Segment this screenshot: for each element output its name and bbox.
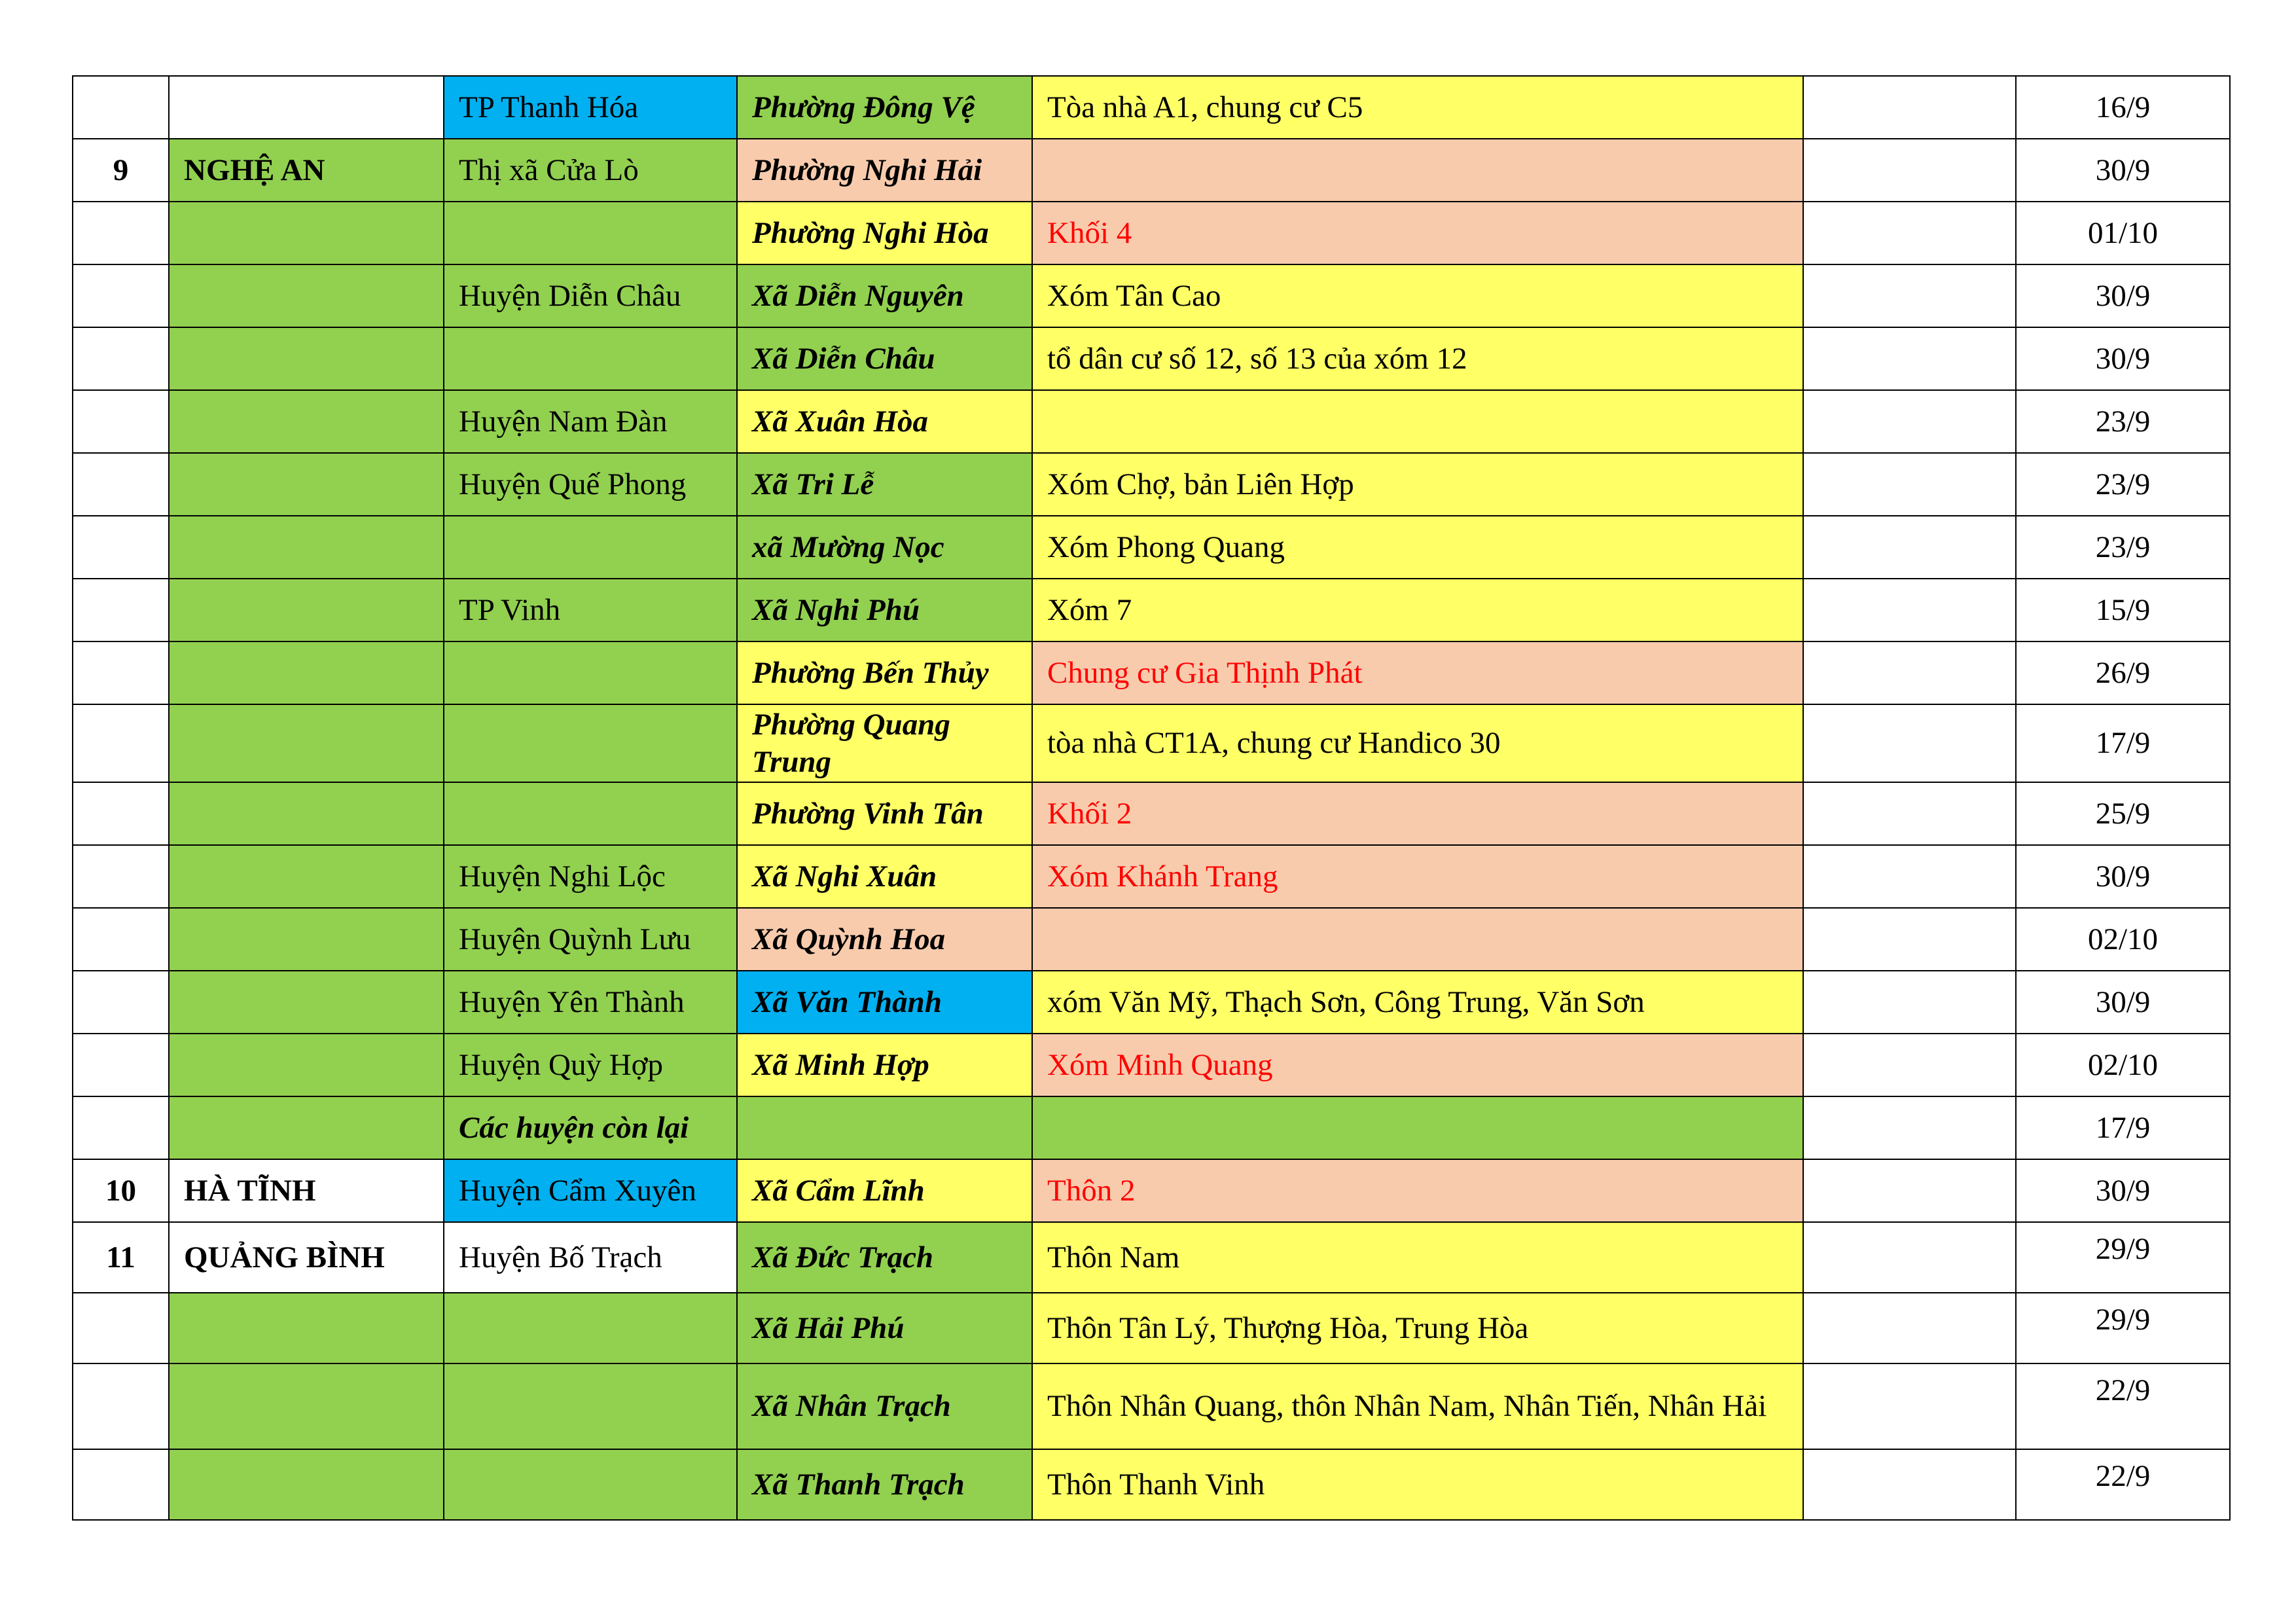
commune-cell: Phường Vinh Tân (737, 782, 1032, 845)
commune-cell: Phường Bến Thủy (737, 641, 1032, 704)
commune-cell: Phường Quang Trung (737, 704, 1032, 782)
district-cell (444, 1363, 737, 1449)
commune-cell: Xã Diễn Nguyên (737, 264, 1032, 327)
commune-cell: Xã Hải Phú (737, 1293, 1032, 1363)
area-cell: Xóm Khánh Trang (1032, 845, 1803, 908)
commune-cell: Xã Tri Lễ (737, 453, 1032, 516)
area-cell (1032, 139, 1803, 202)
province-cell (169, 971, 444, 1034)
province-cell (169, 1034, 444, 1096)
date-cell: 22/9 (2016, 1363, 2230, 1449)
stt-cell: 11 (73, 1222, 169, 1293)
area-cell: tổ dân cư số 12, số 13 của xóm 12 (1032, 327, 1803, 390)
blank-cell (1803, 782, 2016, 845)
district-cell: Huyện Diễn Châu (444, 264, 737, 327)
district-cell (444, 1449, 737, 1520)
area-cell: Tòa nhà A1, chung cư C5 (1032, 76, 1803, 139)
area-cell: Xóm Minh Quang (1032, 1034, 1803, 1096)
stt-cell (73, 704, 169, 782)
commune-cell: Xã Cẩm Lĩnh (737, 1159, 1032, 1222)
district-cell: Huyện Bố Trạch (444, 1222, 737, 1293)
stt-cell: 10 (73, 1159, 169, 1222)
table-row (73, 453, 2230, 516)
date-cell: 26/9 (2016, 641, 2230, 704)
commune-cell: Xã Xuân Hòa (737, 390, 1032, 453)
blank-cell (1803, 1293, 2016, 1363)
table-row (73, 1449, 2230, 1520)
table-row (73, 1034, 2230, 1096)
stt-cell (73, 327, 169, 390)
blank-cell (1803, 704, 2016, 782)
date-cell: 30/9 (2016, 139, 2230, 202)
blank-cell (1803, 641, 2016, 704)
table-row (73, 971, 2230, 1034)
area-cell: tòa nhà CT1A, chung cư Handico 30 (1032, 704, 1803, 782)
table-row (73, 845, 2230, 908)
table-row (73, 76, 2230, 139)
blank-cell (1803, 1034, 2016, 1096)
date-cell: 23/9 (2016, 516, 2230, 579)
district-cell (444, 641, 737, 704)
stt-cell (73, 1096, 169, 1159)
date-cell: 01/10 (2016, 202, 2230, 264)
commune-cell: Xã Diễn Châu (737, 327, 1032, 390)
commune-cell: Xã Quỳnh Hoa (737, 908, 1032, 971)
commune-cell: Xã Đức Trạch (737, 1222, 1032, 1293)
province-cell (169, 516, 444, 579)
stt-cell (73, 1363, 169, 1449)
commune-cell: Xã Nghi Xuân (737, 845, 1032, 908)
commune-cell (737, 1096, 1032, 1159)
area-cell: Xóm Chợ, bản Liên Hợp (1032, 453, 1803, 516)
province-cell: QUẢNG BÌNH (169, 1222, 444, 1293)
blank-cell (1803, 264, 2016, 327)
area-cell: Khối 4 (1032, 202, 1803, 264)
area-cell: Xóm 7 (1032, 579, 1803, 641)
table-row (73, 1159, 2230, 1222)
commune-cell: Xã Nhân Trạch (737, 1363, 1032, 1449)
province-cell (169, 1293, 444, 1363)
district-cell: TP Vinh (444, 579, 737, 641)
blank-cell (1803, 908, 2016, 971)
blank-cell (1803, 1222, 2016, 1293)
area-cell: Thôn 2 (1032, 1159, 1803, 1222)
commune-cell: xã Mường Nọc (737, 516, 1032, 579)
commune-cell: Xã Nghi Phú (737, 579, 1032, 641)
stt-cell (73, 1449, 169, 1520)
blank-cell (1803, 1363, 2016, 1449)
area-cell: Xóm Tân Cao (1032, 264, 1803, 327)
table-row (73, 1363, 2230, 1449)
commune-cell: Phường Nghi Hòa (737, 202, 1032, 264)
district-cell (444, 1293, 737, 1363)
district-cell (444, 202, 737, 264)
province-cell (169, 390, 444, 453)
date-cell: 30/9 (2016, 1159, 2230, 1222)
district-cell (444, 704, 737, 782)
province-cell (169, 76, 444, 139)
province-cell (169, 1363, 444, 1449)
table-row (73, 641, 2230, 704)
district-cell (444, 782, 737, 845)
blank-cell (1803, 845, 2016, 908)
blank-cell (1803, 76, 2016, 139)
date-cell: 30/9 (2016, 264, 2230, 327)
table-row (73, 704, 2230, 782)
blank-cell (1803, 202, 2016, 264)
commune-cell: Phường Đông Vệ (737, 76, 1032, 139)
table-row (73, 516, 2230, 579)
stt-cell (73, 390, 169, 453)
date-cell: 23/9 (2016, 453, 2230, 516)
stt-cell (73, 76, 169, 139)
table-row (73, 390, 2230, 453)
area-cell: Khối 2 (1032, 782, 1803, 845)
area-cell: Xóm Phong Quang (1032, 516, 1803, 579)
district-cell: Các huyện còn lại (444, 1096, 737, 1159)
table-row (73, 264, 2230, 327)
blank-cell (1803, 579, 2016, 641)
district-cell: Huyện Quế Phong (444, 453, 737, 516)
district-cell: Huyện Quỳ Hợp (444, 1034, 737, 1096)
stt-cell (73, 516, 169, 579)
date-cell: 16/9 (2016, 76, 2230, 139)
stt-cell (73, 264, 169, 327)
province-cell (169, 1449, 444, 1520)
commune-cell: Xã Minh Hợp (737, 1034, 1032, 1096)
province-cell (169, 327, 444, 390)
table-row (73, 1222, 2230, 1293)
province-cell (169, 1096, 444, 1159)
stt-cell (73, 908, 169, 971)
area-cell: Thôn Tân Lý, Thượng Hòa, Trung Hòa (1032, 1293, 1803, 1363)
date-cell: 25/9 (2016, 782, 2230, 845)
district-cell: Huyện Nghi Lộc (444, 845, 737, 908)
area-cell: Thôn Nam (1032, 1222, 1803, 1293)
area-cell: Thôn Thanh Vinh (1032, 1449, 1803, 1520)
stt-cell (73, 845, 169, 908)
date-cell: 22/9 (2016, 1449, 2230, 1520)
area-cell (1032, 390, 1803, 453)
province-cell (169, 908, 444, 971)
date-cell: 23/9 (2016, 390, 2230, 453)
date-cell: 30/9 (2016, 327, 2230, 390)
area-cell (1032, 908, 1803, 971)
table-row (73, 327, 2230, 390)
table-row (73, 579, 2230, 641)
district-cell: Huyện Yên Thành (444, 971, 737, 1034)
stt-cell (73, 971, 169, 1034)
area-cell (1032, 1096, 1803, 1159)
table-row (73, 908, 2230, 971)
commune-cell: Phường Nghi Hải (737, 139, 1032, 202)
province-cell (169, 782, 444, 845)
commune-cell: Xã Văn Thành (737, 971, 1032, 1034)
table-row (73, 139, 2230, 202)
commune-cell: Xã Thanh Trạch (737, 1449, 1032, 1520)
district-cell (444, 327, 737, 390)
province-cell (169, 579, 444, 641)
stt-cell (73, 641, 169, 704)
area-cell: xóm Văn Mỹ, Thạch Sơn, Công Trung, Văn Sơn (1032, 971, 1803, 1034)
date-cell: 02/10 (2016, 908, 2230, 971)
stt-cell (73, 202, 169, 264)
stt-cell: 9 (73, 139, 169, 202)
date-cell: 17/9 (2016, 704, 2230, 782)
district-cell: Huyện Quỳnh Lưu (444, 908, 737, 971)
date-cell: 30/9 (2016, 845, 2230, 908)
province-cell (169, 264, 444, 327)
blank-cell (1803, 453, 2016, 516)
stt-cell (73, 1293, 169, 1363)
province-cell: HÀ TĨNH (169, 1159, 444, 1222)
table-row (73, 1096, 2230, 1159)
stt-cell (73, 579, 169, 641)
province-cell (169, 704, 444, 782)
date-cell: 29/9 (2016, 1293, 2230, 1363)
stt-cell (73, 782, 169, 845)
blank-cell (1803, 971, 2016, 1034)
date-cell: 17/9 (2016, 1096, 2230, 1159)
date-cell: 30/9 (2016, 971, 2230, 1034)
blank-cell (1803, 1096, 2016, 1159)
blank-cell (1803, 1159, 2016, 1222)
date-cell: 29/9 (2016, 1222, 2230, 1293)
blank-cell (1803, 516, 2016, 579)
table-row (73, 1293, 2230, 1363)
table-row (73, 202, 2230, 264)
blank-cell (1803, 390, 2016, 453)
district-cell: Thị xã Cửa Lò (444, 139, 737, 202)
province-cell (169, 845, 444, 908)
schedule-table (72, 75, 2231, 1521)
blank-cell (1803, 327, 2016, 390)
date-cell: 15/9 (2016, 579, 2230, 641)
province-cell (169, 202, 444, 264)
table-row (73, 782, 2230, 845)
area-cell: Chung cư Gia Thịnh Phát (1032, 641, 1803, 704)
district-cell: Huyện Cẩm Xuyên (444, 1159, 737, 1222)
area-cell: Thôn Nhân Quang, thôn Nhân Nam, Nhân Tiến, Nhân Hải (1032, 1363, 1803, 1449)
province-cell (169, 641, 444, 704)
blank-cell (1803, 1449, 2016, 1520)
province-cell: NGHỆ AN (169, 139, 444, 202)
district-cell (444, 516, 737, 579)
stt-cell (73, 1034, 169, 1096)
province-cell (169, 453, 444, 516)
blank-cell (1803, 139, 2016, 202)
district-cell: Huyện Nam Đàn (444, 390, 737, 453)
stt-cell (73, 453, 169, 516)
district-cell: TP Thanh Hóa (444, 76, 737, 139)
date-cell: 02/10 (2016, 1034, 2230, 1096)
